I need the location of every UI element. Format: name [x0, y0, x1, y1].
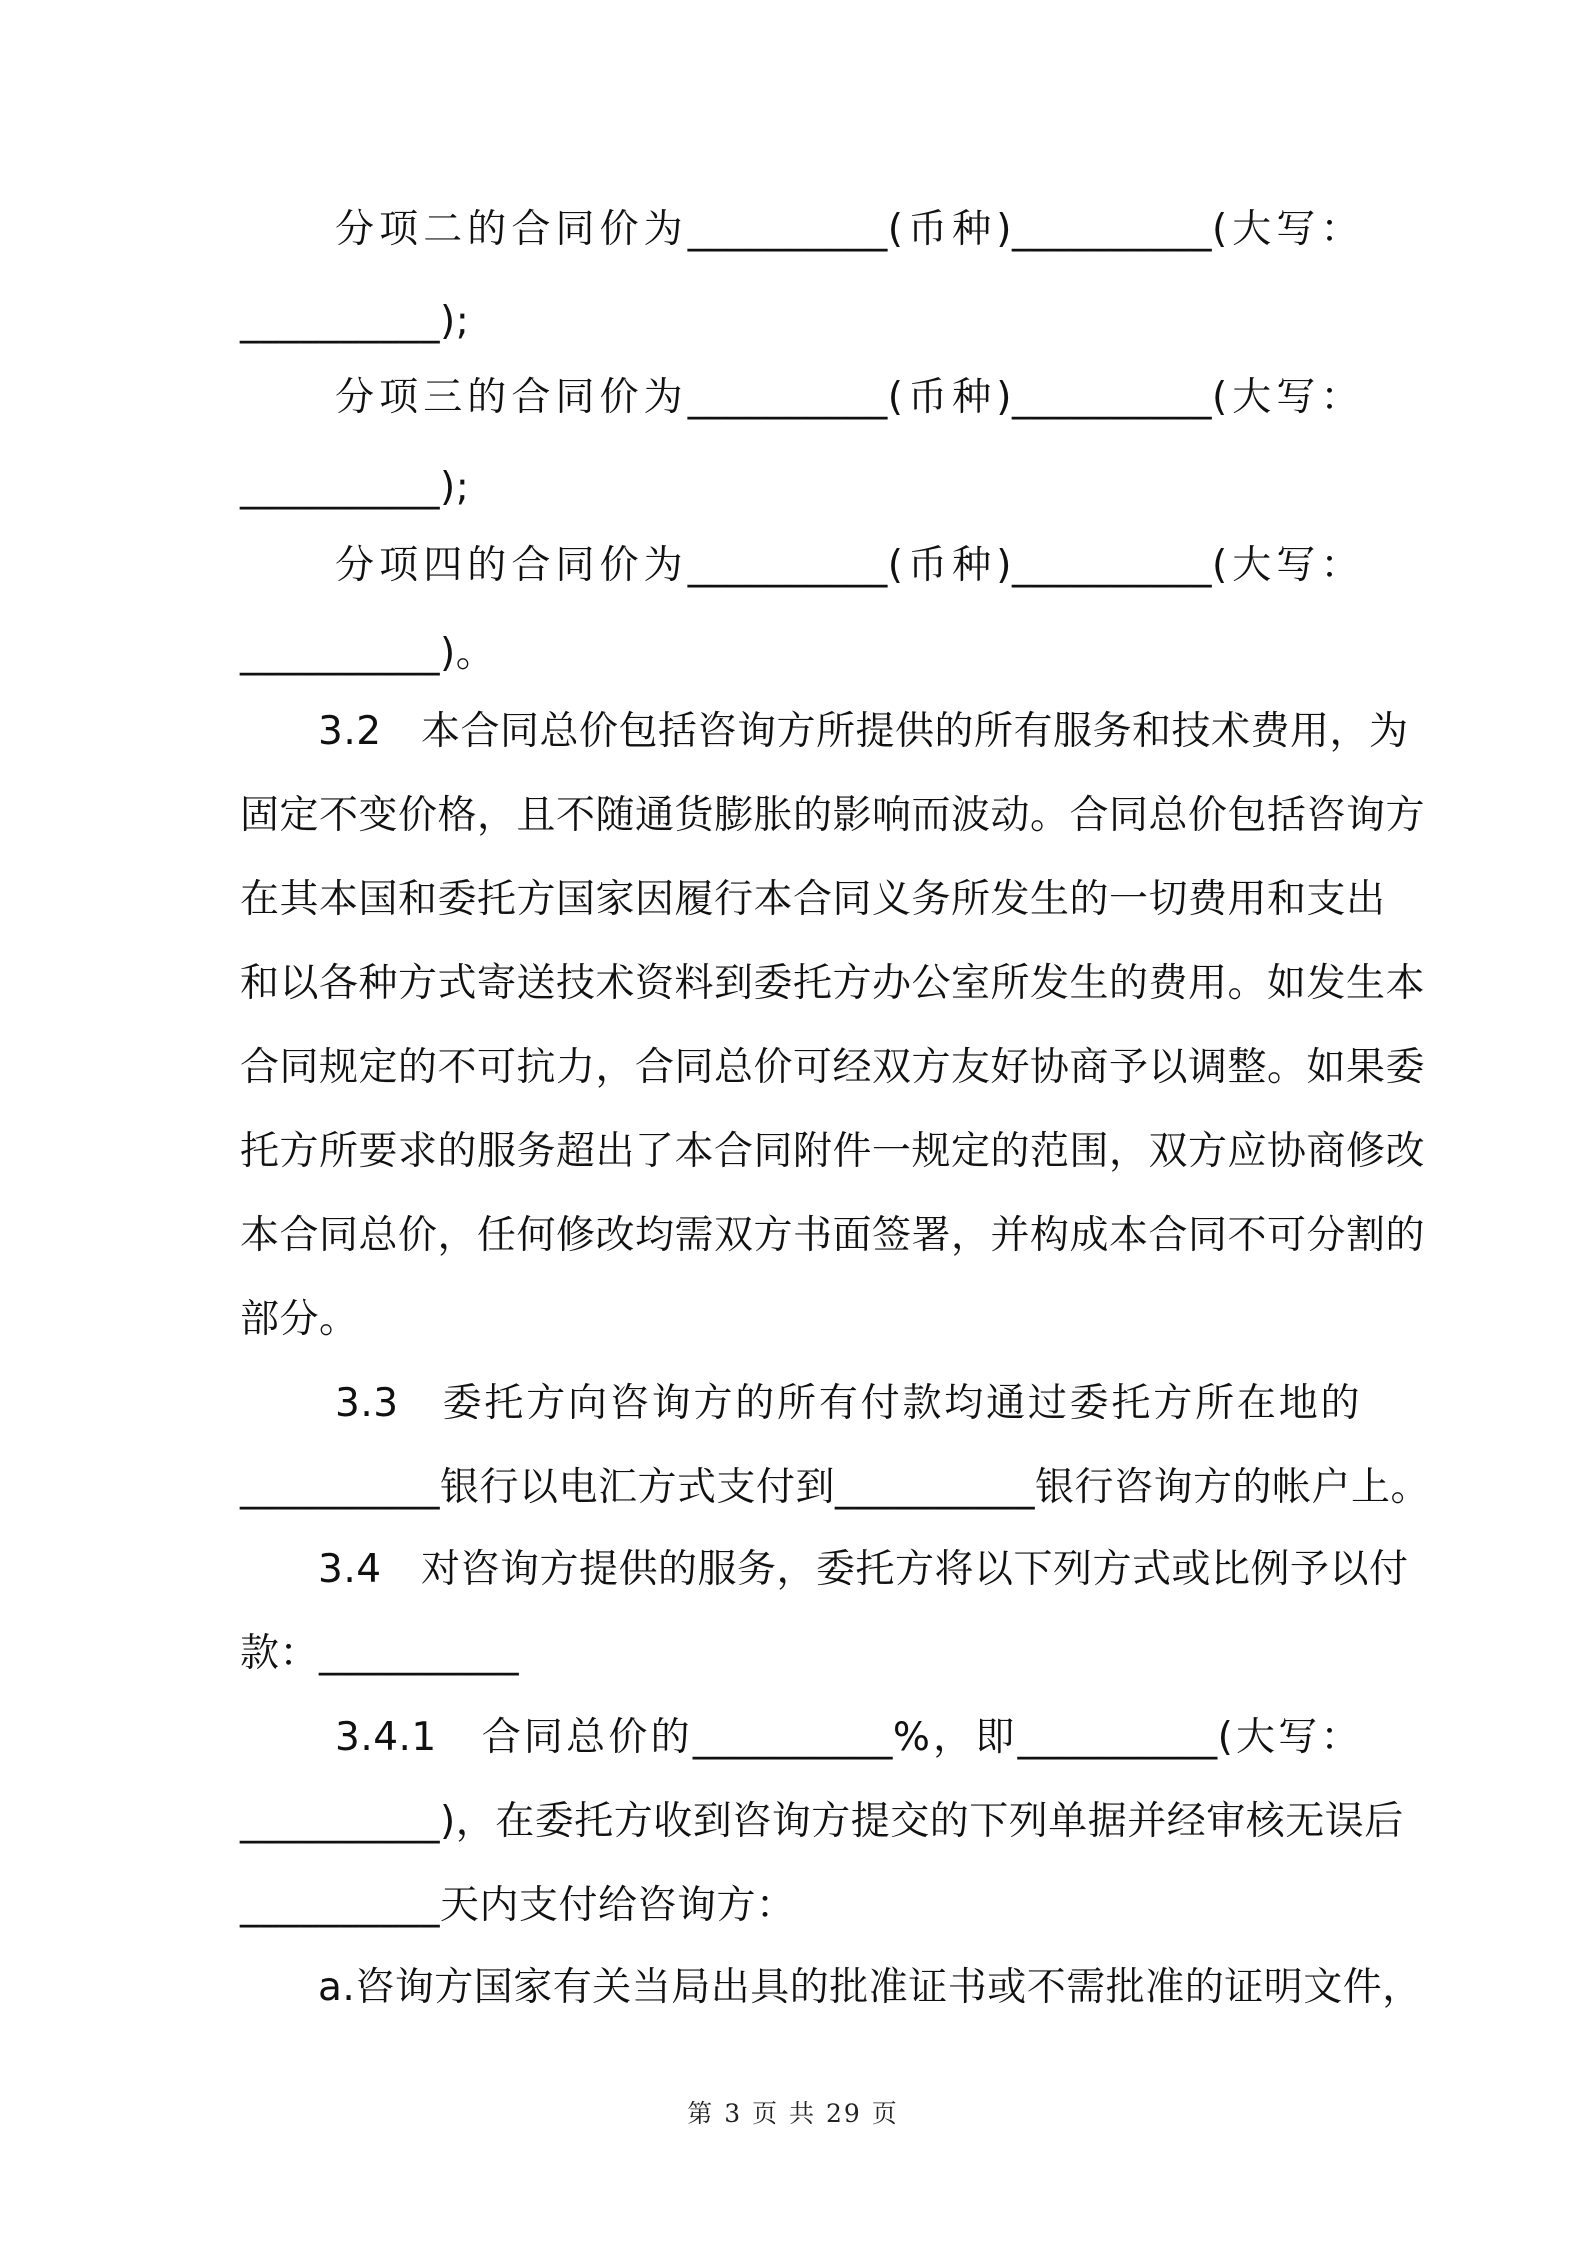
- text-line: 合同规定的不可抗力，合同总价可经双方友好协商予以调整。如果委: [240, 1045, 1426, 1090]
- text-line: 托方所要求的服务超出了本合同附件一规定的范围，双方应协商修改: [240, 1129, 1426, 1174]
- text-line-clause-3-4-1: 3.4.1 合同总价的__________%，即__________(大写：: [335, 1715, 1360, 1760]
- text-line-subitem-4-price: 分项四的合同价为__________(币种)__________(大写：: [335, 543, 1360, 588]
- text-line: 固定不变价格，且不随通货膨胀的影响而波动。合同总价包括咨询方: [240, 793, 1426, 838]
- text-line-clause-3-2: 3.2 本合同总价包括咨询方所提供的所有服务和技术费用，为: [318, 709, 1409, 754]
- text-line: 在其本国和委托方国家因履行本合同义务所发生的一切费用和支出: [240, 877, 1386, 922]
- text-line-clause-3-3: 3.3 委托方向咨询方的所有付款均通过委托方所在地的: [335, 1381, 1360, 1426]
- text-line-subitem-2-amount: __________);: [240, 299, 470, 344]
- text-line: 部分。: [240, 1297, 359, 1342]
- text-line: 和以各种方式寄送技术资料到委托方办公室所发生的费用。如发生本: [240, 961, 1426, 1006]
- text-line: __________银行以电汇方式支付到__________银行咨询方的帐户上。: [240, 1465, 1431, 1510]
- text-line-subitem-3-amount: __________);: [240, 465, 470, 510]
- text-line-item-a: a.咨询方国家有关当局出具的批准证书或不需批准的证明文件，: [318, 1965, 1422, 2010]
- text-line-subitem-2-price: 分项二的合同价为__________(币种)__________(大写：: [335, 207, 1360, 252]
- text-line-subitem-3-price: 分项三的合同价为__________(币种)__________(大写：: [335, 375, 1360, 420]
- text-line: 本合同总价，任何修改均需双方书面签署，并构成本合同不可分割的: [240, 1213, 1426, 1258]
- text-line: __________天内支付给咨询方：: [240, 1883, 796, 1928]
- page-number-footer: 第 3 页 共 29 页: [687, 2099, 899, 2128]
- text-line-subitem-4-amount: __________)。: [240, 631, 496, 676]
- text-line: 款：__________: [240, 1631, 520, 1676]
- text-line-clause-3-4: 3.4 对咨询方提供的服务，委托方将以下列方式或比例予以付: [318, 1547, 1409, 1592]
- text-line: __________)，在委托方收到咨询方提交的下列单据并经审核无误后: [240, 1799, 1404, 1844]
